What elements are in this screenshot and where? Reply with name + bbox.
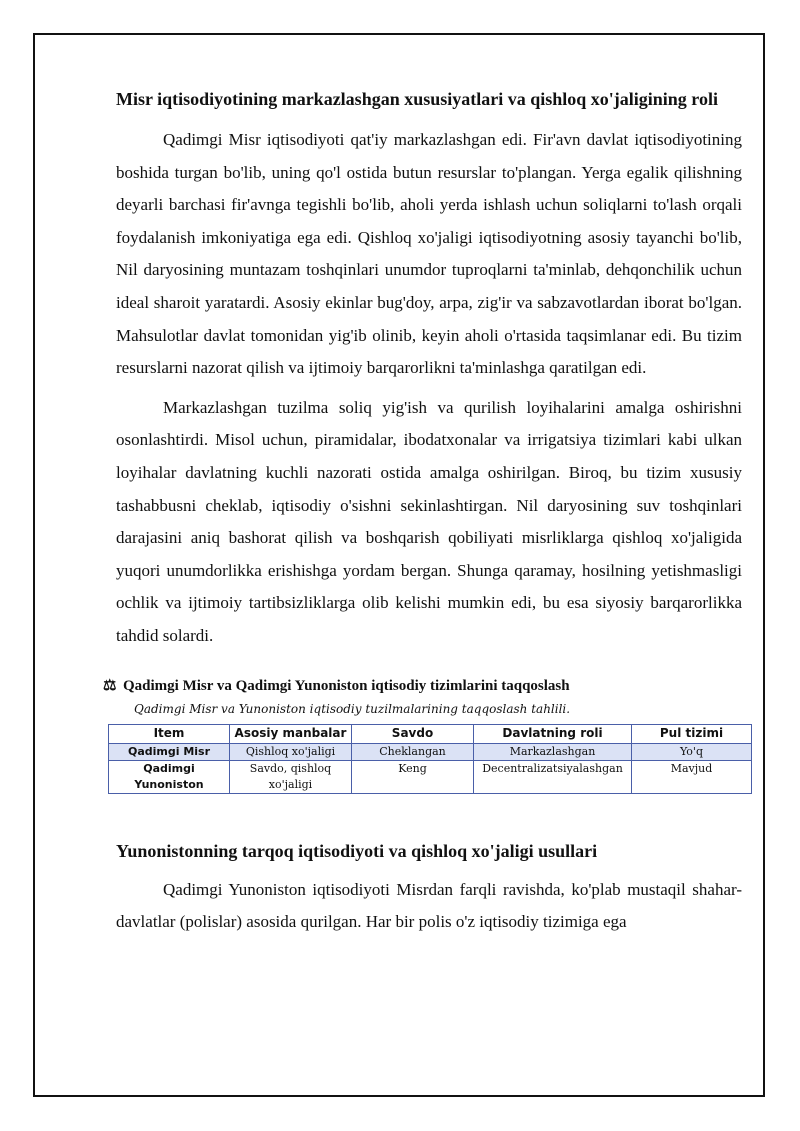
- table-title-text: Qadimgi Misr va Qadimgi Yunoniston iqtisodiy tizimlarini taqqoslash: [123, 677, 570, 694]
- table-title: [103, 675, 742, 697]
- table-cell: Savdo, qishloq xo'jaligi: [230, 760, 352, 793]
- table-caption: Qadimgi Misr va Yunoniston iqtisodiy tuzilmalarining taqqoslash tahlili.: [134, 701, 571, 716]
- table-cell: Cheklangan: [352, 743, 474, 760]
- section-heading-egypt: Misr iqtisodiyotining markazlashgan xususiyatlari va qishloq xo'jaligining roli: [116, 89, 718, 109]
- column-header: Item: [109, 724, 230, 743]
- paragraph: Qadimgi Misr iqtisodiyoti qat'iy markazlashgan edi. Fir'avn davlat iqtisodiyotining boshida turgan bo'lib, uning qo'l ostida butun resurslar to'plangan. Yerga egalik qilishning deyarli barchasi fir'avnga tegishli bo'lib, aholi yerda ishlash uchun soliqlarni to'lash orqali foydalanish imkoniyatiga ega edi. Qishloq xo'jaligi iqtisodiyotning asosiy tayanchi bo'lib, Nil daryosining muntazam toshqinlari unumdor tuproqlarni ta'minlab, dehqonchilik uchun ideal sharoit yaratardi. Asosiy ekinlar bug'doy, arpa, zig'ir va sabzavotlardan iborat bo'lgan. Mahsulotlar davlat tomonidan yig'ib olinib, keyin aholi o'rtasida taqsimlanar edi. Bu tizim resurslarni nazorat qilish va ijtimoiy barqarorlikni ta'minlashga qaratilgan edi.: [116, 130, 742, 378]
- table-cell: Qishloq xo'jaligi: [230, 743, 352, 760]
- column-header: Savdo: [352, 724, 474, 743]
- column-header: Pul tizimi: [632, 724, 752, 743]
- table-cell: Yo'q: [632, 743, 752, 760]
- table-cell: Decentralizatsiyalashgan: [474, 760, 632, 793]
- column-header: Asosiy manbalar: [230, 724, 352, 743]
- column-header: Davlatning roli: [474, 724, 632, 743]
- table-cell: Keng: [352, 760, 474, 793]
- paragraph: Qadimgi Yunoniston iqtisodiyoti Misrdan farqli ravishda, ko'plab mustaqil shahar-davlatlar (polislar) asosida qurilgan. Har bir polis o'z iqtisodiy tizimiga ega: [116, 879, 742, 932]
- section-heading-greece: Yunonistonning tarqoq iqtisodiyoti va qishloq xo'jaligi usullari: [116, 840, 598, 861]
- table-cell: Markazlashgan: [474, 743, 632, 760]
- table-cell: Mavjud: [632, 760, 752, 793]
- row-label: Qadimgi Yunoniston: [109, 760, 230, 793]
- comparison-table: [108, 724, 752, 794]
- table-row: [109, 760, 752, 793]
- paragraph: Markazlashgan tuzilma soliq yig'ish va qurilish loyihalarini amalga oshirishni osonlashtirdi. Misol uchun, piramidalar, ibodatxonalar va irrigatsiya tizimlari kabi ulkan loyihalar davlatning kuchli nazorati ostida amalga oshirilgan. Biroq, bu tizim xususiy tashabbusni cheklab, iqtisodiy o'sishni sekinlashtirgan. Nil daryosining suv toshqinlari darajasini aniq bashorat qilish va boshqarish qobiliyati misrliklarga qishloq xo'jaligida yuqori unumdorlikka erishishga yordam bergan. Shunga qaramay, hosilning yetishmasligi ochlik va ijtimoiy tartibsizliklarga olib kelishi mumkin edi, bu esa siyosiy barqarorlikka tahdid solardi.: [116, 397, 742, 645]
- table-header-row: [109, 724, 752, 743]
- document-body: [103, 86, 742, 946]
- row-label: Qadimgi Misr: [109, 743, 230, 760]
- balance-scale-icon: ⚖: [103, 677, 117, 694]
- table-row: [109, 743, 752, 760]
